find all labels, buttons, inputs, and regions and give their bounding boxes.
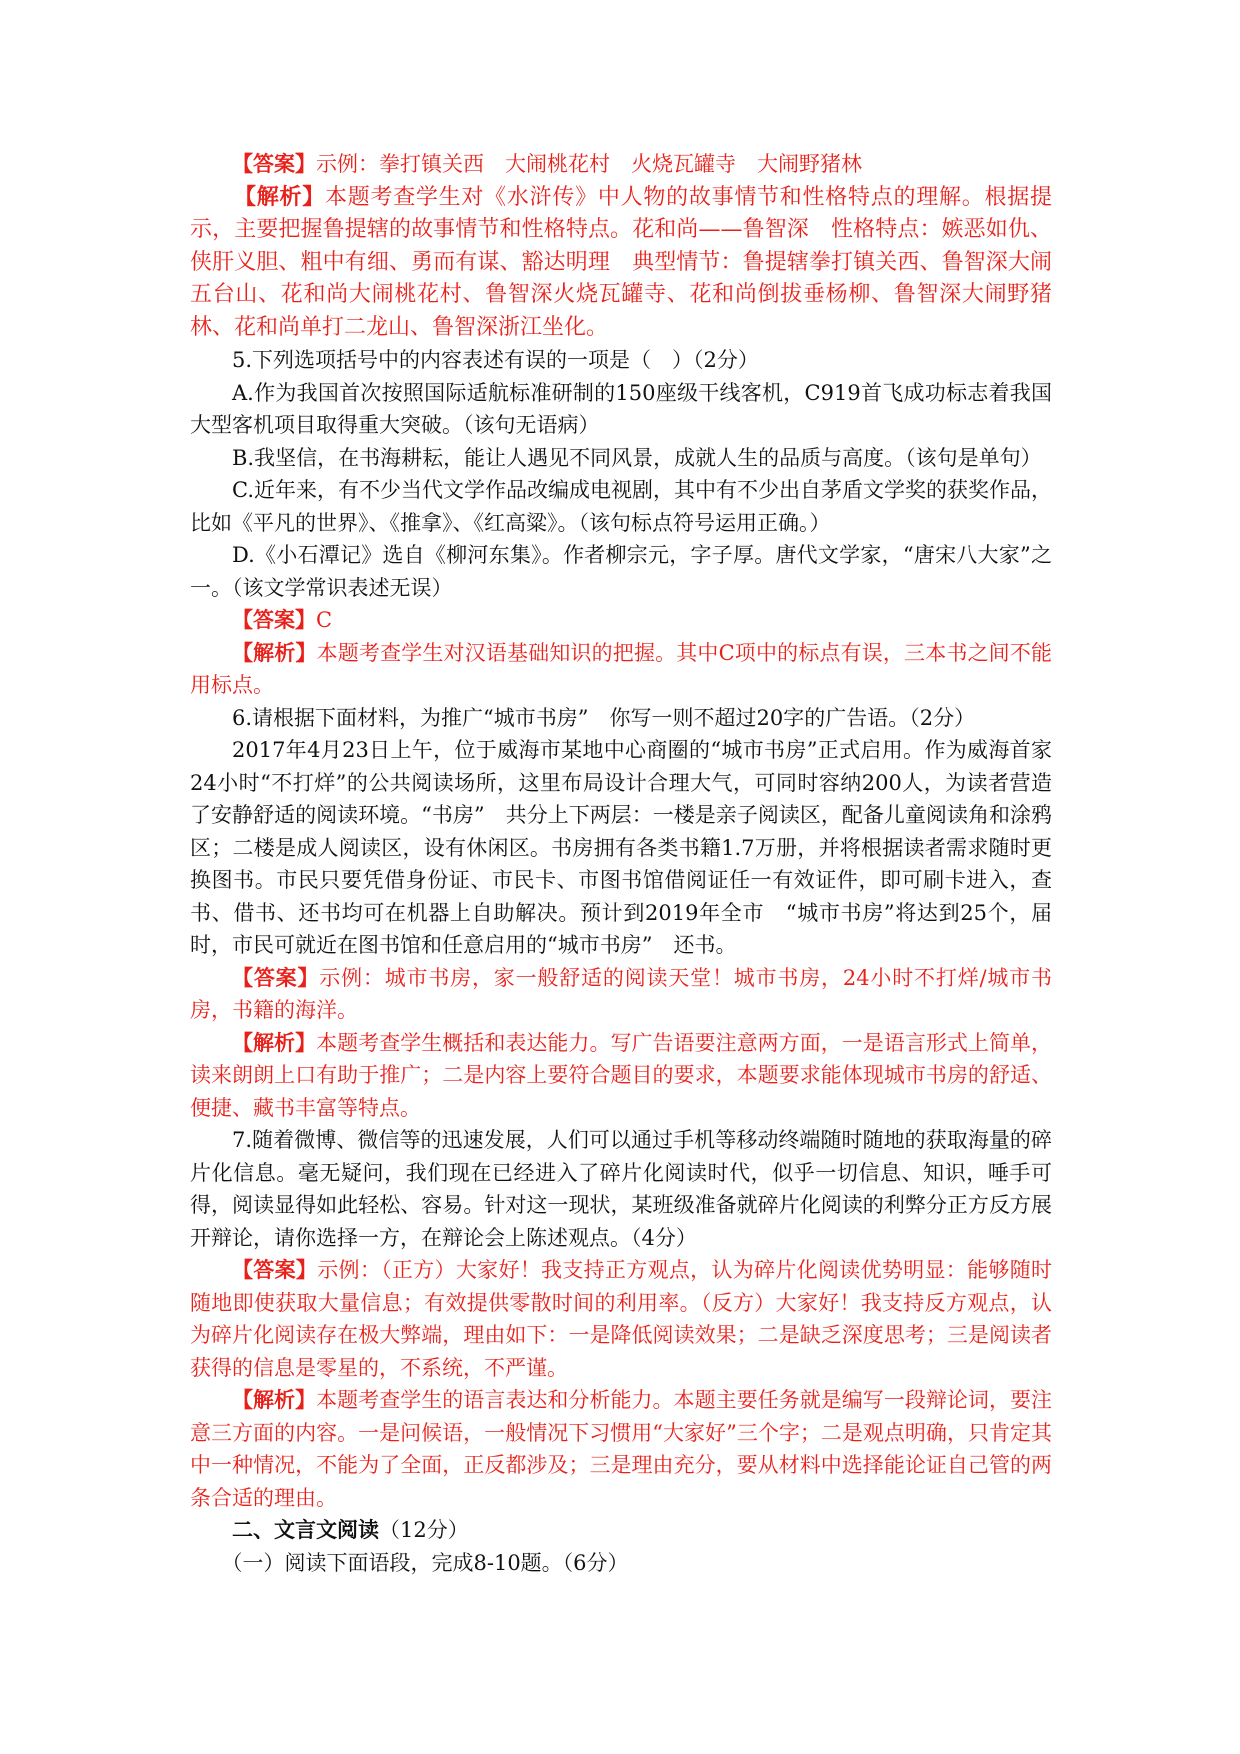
q5-answer-text: C bbox=[316, 608, 333, 632]
q7-answer bbox=[190, 1254, 1052, 1384]
q5-analysis-text: 本题考查学生对汉语基础知识的把握。其中C项中的标点有误，三本书之间不能用标点。 bbox=[190, 640, 1052, 697]
analysis-tag: 【解析】 bbox=[232, 1029, 317, 1055]
q6-material: 2017年4月23日上午，位于威海市某地中心商圈的“城市书房”正式启用。作为威海首家24小时“不打烊”的公共阅读场所，这里布局设计合理大气，可同时容纳200人，为读者营造了安静舒适的阅读环境。“书房” 共分上下两层：一楼是亲子阅读区，配备儿童阅读角和涂鸦区；二楼是成人阅读区，设有休闲区。书房拥有各类书籍1.7万册，并将根据读者需求随时更换图书。市民只要凭借身份证、市民卡、市图书馆借阅证任一有效证件，即可刷卡进入，查书、借书、还书均可在机器上自助解决。预计到2019年全市 “城市书房”将达到25个，届时，市民可就近在图书馆和任意启用的“城市书房” 还书。 bbox=[190, 738, 1052, 957]
section-title: 二、文言文阅读 bbox=[232, 1517, 379, 1542]
answer-tag: 【答案】 bbox=[232, 964, 320, 990]
section-sub: （一）阅读下面语段，完成8-10题。（6分） bbox=[221, 1550, 629, 1575]
section-score: （12分） bbox=[379, 1518, 469, 1542]
q7-stem: 7.随着微博、微信等的迅速发展，人们可以通过手机等移动终端随时随地的获取海量的碎片化信息。毫无疑问，我们现在已经进入了碎片化阅读时代，似乎一切信息、知识，唾手可得，阅读显得如此轻松、容易。针对这一现状，某班级准备就碎片化阅读的利弊分正方反方展开辩论，请你选择一方，在辩论会上陈述观点。（4分） bbox=[190, 1128, 1052, 1250]
analysis-tag: 【解析】 bbox=[234, 183, 325, 210]
q6-analysis bbox=[190, 1027, 1052, 1125]
q4-answer bbox=[190, 148, 1052, 181]
q5-answer bbox=[190, 604, 1052, 637]
q5-option-b: B.我坚信，在书海耕耘，能让人遇见不同风景，成就人生的品质与高度。（该句是单句） bbox=[232, 445, 1042, 470]
q4-answer-text: 示例：拳打镇关西 大闹桃花村 火烧瓦罐寺 大闹野猪林 bbox=[316, 152, 862, 176]
q5-stem: 5.下列选项括号中的内容表述有误的一项是（ ）（2分） bbox=[232, 348, 759, 372]
answer-tag: 【答案】 bbox=[232, 1257, 318, 1282]
q5-analysis bbox=[190, 637, 1052, 702]
q4-analysis bbox=[190, 181, 1052, 345]
q6-answer-text: 示例：城市书房，家一般舒适的阅读天堂！城市书房，24小时不打烊/城市书房，书籍的海洋。 bbox=[190, 965, 1052, 1022]
q5-option-a: A.作为我国首次按照国际适航标准研制的150座级干线客机，C919首飞成功标志着我国大型客机项目取得重大突破。（该句无语病） bbox=[190, 380, 1052, 437]
q4-analysis-text: 本题考查学生对《水浒传》中人物的故事情节和性格特点的理解。根据提示，主要把握鲁提辖的故事情节和性格特点。花和尚——鲁智深 性格特点：嫉恶如仇、侠肝义胆、粗中有细、勇而有谋、豁达明理 典型情节：鲁提辖拳打镇关西、鲁智深大闹五台山、花和尚大闹桃花村、鲁智深火烧瓦罐寺、花和尚倒拔垂杨柳、鲁智深大闹野猪林、花和尚单打二龙山、鲁智深浙江坐化。 bbox=[190, 184, 1052, 340]
q7-answer-text: 示例：（正方）大家好！我支持正方观点，认为碎片化阅读优势明显：能够随时随地即使获取大量信息；有效提供零散时间的利用率。（反方）大家好！我支持反方观点，认为碎片化阅读存在极大弊端，理由如下：一是降低阅读效果；二是缺乏深度思考；三是阅读者获得的信息是零星的，不系统，不严谨。 bbox=[190, 1258, 1053, 1380]
analysis-tag: 【解析】 bbox=[232, 1387, 317, 1412]
answer-tag: 【答案】 bbox=[232, 607, 316, 632]
q6-stem: 6.请根据下面材料，为推广“城市书房” 你写一则不超过20字的广告语。（2分） bbox=[232, 705, 976, 730]
q7-analysis-text: 本题考查学生的语言表达和分析能力。本题主要任务就是编写一段辩论词，要注意三方面的内容。一是问候语，一般情况下习惯用“大家好”三个字；二是观点明确，只肯定其中一种情况，不能为了全面，正反都涉及；三是理由充分，要从材料中选择能论证自己管的两条合适的理由。 bbox=[190, 1388, 1053, 1510]
q7-analysis bbox=[190, 1384, 1052, 1514]
q5-option-c: C.近年来，有不少当代文学作品改编成电视剧，其中有不少出自茅盾文学奖的获奖作品，比如《平凡的世界》、《推拿》、《红高粱》。（该句标点符号运用正确。） bbox=[190, 478, 1052, 535]
q6-analysis-text: 本题考查学生概括和表达能力。写广告语要注意两方面，一是语言形式上简单，读来朗朗上口有助于推广；二是内容上要符合题目的要求，本题要求能体现城市书房的舒适、便捷、藏书丰富等特点。 bbox=[190, 1030, 1053, 1120]
section-heading bbox=[190, 1514, 1052, 1547]
q5-option-d: D.《小石潭记》选自《柳河东集》。作者柳宗元，字子厚。唐代文学家，“唐宋八大家”之一。（该文学常识表述无误） bbox=[190, 543, 1052, 600]
analysis-tag: 【解析】 bbox=[232, 639, 317, 665]
document-page bbox=[190, 148, 1052, 1579]
q6-answer bbox=[190, 962, 1052, 1027]
answer-tag: 【答案】 bbox=[232, 151, 316, 176]
